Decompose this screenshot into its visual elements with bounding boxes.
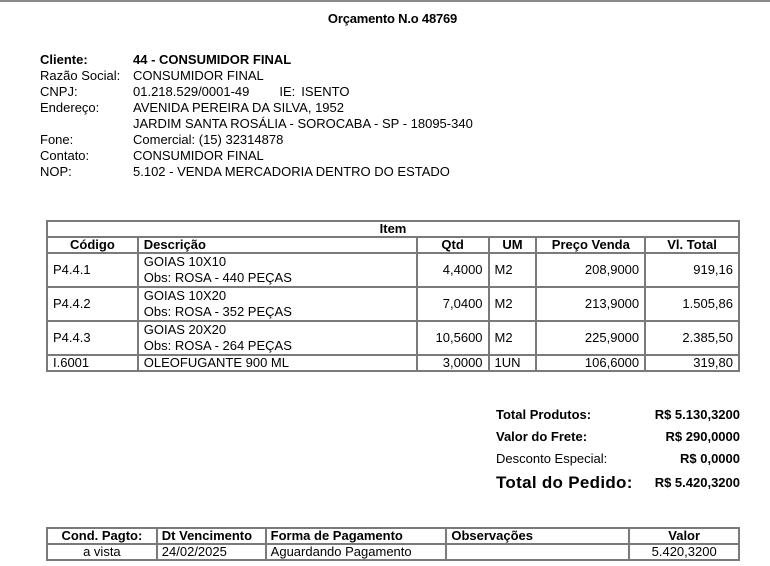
client-row [40,52,473,68]
items-table [46,220,740,372]
endereco-line1: AVENIDA PEREIRA DA SILVA, 1952 [133,100,344,115]
item-description: GOIAS 10X20 [143,288,227,303]
client-label: Cliente: [40,52,88,67]
table-row [47,287,739,321]
cnpj-value: 01.218.529/0001-49 [133,84,250,99]
cell-total: 2.385,50 [645,321,739,355]
cell-codigo: I.6001 [47,355,138,371]
cell-um: M2 [489,253,537,287]
cell-qtd: 3,0000 [417,355,489,371]
cell-um: 1UN [489,355,537,371]
cnpj-row [40,84,473,100]
table-row [47,355,739,371]
payment-table [46,527,740,561]
contato-label: Contato: [40,148,90,163]
endereco-row [40,100,473,116]
cell-dt-vencimento: 24/02/2025 [157,544,266,560]
cell-forma-pagamento: Aguardando Pagamento [266,544,447,560]
col-header-codigo: Código [47,237,138,253]
col-header-vl-total: Vl. Total [645,237,739,253]
razao-social-value: CONSUMIDOR FINAL [133,68,264,83]
cell-valor: 5.420,3200 [629,544,739,560]
cell-preco: 106,6000 [536,355,645,371]
fone-label: Fone: [40,132,74,147]
col-header-dt-vencimento: Dt Vencimento [157,528,266,544]
item-obs: Obs: ROSA - 440 PEÇAS [143,270,292,285]
valor-frete-label: Valor do Frete: [496,429,588,444]
fone-row [40,132,473,148]
total-produtos-value: R$ 5.130,3200 [654,407,740,422]
col-header-um: UM [489,237,537,253]
document-title: Orçamento N.o 48769 [327,11,458,26]
cell-um: M2 [489,287,537,321]
cell-preco: 213,9000 [536,287,645,321]
col-header-valor: Valor [629,528,739,544]
nop-row [40,164,473,180]
cell-total: 1.505,86 [645,287,739,321]
desconto-value: R$ 0,0000 [680,451,740,466]
cell-preco: 208,9000 [536,253,645,287]
items-group-header-row [47,221,739,237]
endereco-label: Endereço: [40,100,100,115]
cell-descricao: OLEOFUGANTE 900 ML [138,355,417,371]
fone-value: Comercial: (15) 32314878 [133,132,284,147]
cell-qtd: 7,0400 [417,287,489,321]
desconto-label: Desconto Especial: [496,451,608,466]
razao-social-row [40,68,473,84]
item-description: GOIAS 20X20 [143,322,227,337]
contato-row [40,148,473,164]
valor-frete-value: R$ 290,0000 [665,429,740,444]
cell-codigo: P4.4.2 [47,287,138,321]
items-group-header: Item [47,221,739,237]
item-obs: Obs: ROSA - 264 PEÇAS [143,338,292,353]
col-header-observacoes: Observações [446,528,629,544]
total-pedido-label: Total do Pedido: [496,473,633,492]
total-pedido-value: R$ 5.420,3200 [654,475,740,490]
client-info-block [40,52,473,180]
total-produtos-row [496,404,740,426]
cell-descricao [138,253,417,287]
item-description: GOIAS 10X10 [143,254,227,269]
razao-social-label: Razão Social: [40,68,121,83]
col-header-qtd: Qtd [417,237,489,253]
col-header-cond-pagto: Cond. Pagto: [47,528,157,544]
valor-frete-row [496,426,740,448]
item-obs: Obs: ROSA - 352 PEÇAS [143,304,292,319]
payment-header-row [47,528,739,544]
nop-value: 5.102 - VENDA MERCADORIA DENTRO DO ESTADO [133,164,450,179]
nop-label: NOP: [40,164,72,179]
spacer [40,116,133,132]
ie-label: IE: [279,84,296,99]
items-column-header-row [47,237,739,253]
ie-value: ISENTO [301,84,350,99]
top-border-line [0,0,770,2]
table-row [47,253,739,287]
cell-um: M2 [489,321,537,355]
col-header-forma-pagamento: Forma de Pagamento [266,528,447,544]
cell-cond-pagto: a vista [47,544,157,560]
col-header-descricao: Descrição [138,237,417,253]
cell-observacoes [446,544,629,560]
cell-total: 919,16 [645,253,739,287]
totals-block [496,404,740,496]
cell-total: 319,80 [645,355,739,371]
endereco-row-2 [40,116,473,132]
cell-codigo: P4.4.3 [47,321,138,355]
cell-qtd: 10,5600 [417,321,489,355]
table-row [47,544,739,560]
client-value: 44 - CONSUMIDOR FINAL [133,52,292,67]
contato-value: CONSUMIDOR FINAL [133,148,264,163]
table-row [47,321,739,355]
cell-descricao [138,321,417,355]
endereco-line2: JARDIM SANTA ROSÁLIA - SOROCABA - SP - 18095-340 [133,116,473,131]
cell-qtd: 4,4000 [417,253,489,287]
col-header-preco-venda: Preço Venda [536,237,645,253]
cnpj-label: CNPJ: [40,84,78,99]
total-produtos-label: Total Produtos: [496,407,592,422]
cell-codigo: P4.4.1 [47,253,138,287]
total-pedido-row [496,470,740,496]
cell-descricao [138,287,417,321]
desconto-row [496,448,740,470]
cell-preco: 225,9000 [536,321,645,355]
